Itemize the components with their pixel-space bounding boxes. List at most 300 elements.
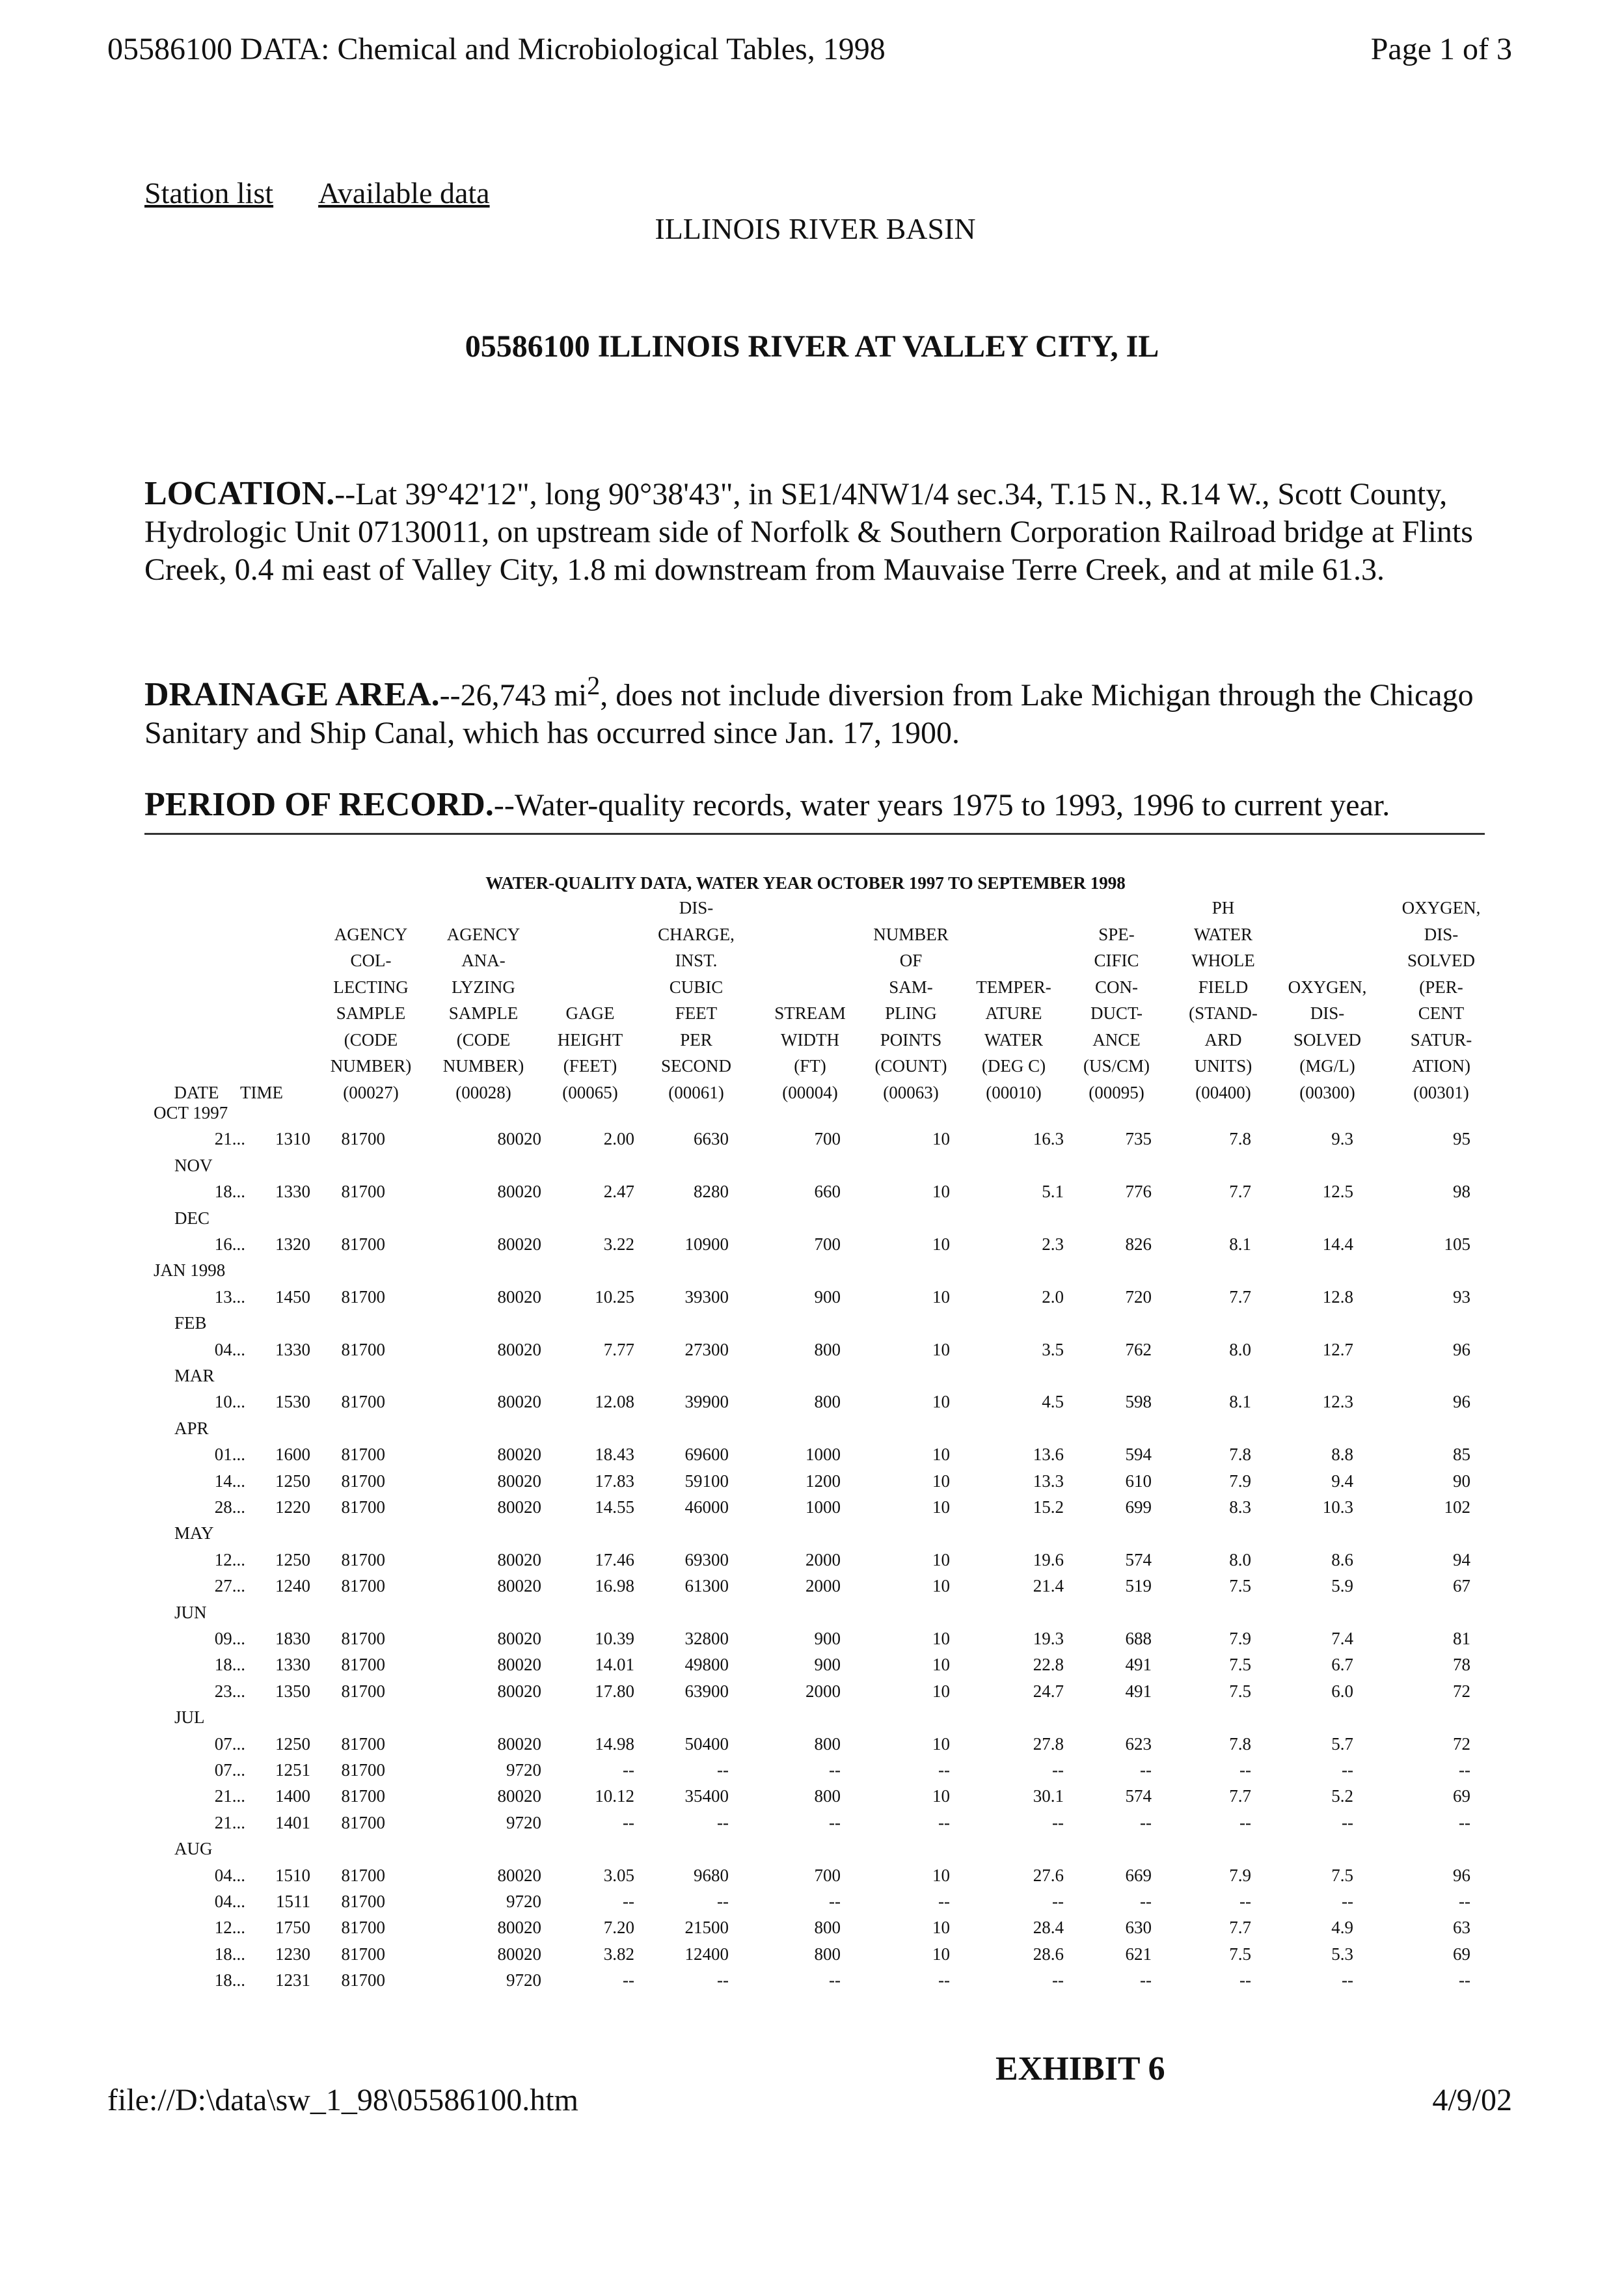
table-cell: 12.8 [1322, 1286, 1353, 1307]
table-cell: 28.6 [1033, 1944, 1064, 1964]
table-cell: -- [623, 1970, 634, 1990]
table-cell: 21.4 [1033, 1576, 1064, 1596]
table-cell: 8.1 [1229, 1392, 1251, 1412]
table-cell: 1510 [275, 1865, 310, 1885]
table-cell: 9720 [506, 1970, 541, 1990]
column-header: TIME [240, 1082, 283, 1102]
page-number: Page 1 of 3 [1370, 32, 1512, 66]
table-cell: 12.3 [1322, 1392, 1353, 1412]
table-cell: 800 [814, 1918, 841, 1938]
table-cell: 623 [1125, 1733, 1152, 1754]
table-cell: 27300 [684, 1339, 729, 1359]
table-cell: 1830 [275, 1629, 310, 1648]
location-label: LOCATION. [144, 475, 335, 512]
table-cell: 4.5 [1042, 1392, 1064, 1412]
table-cell: 1240 [275, 1576, 310, 1596]
table-cell: 59100 [684, 1471, 729, 1491]
table-cell: 81700 [341, 1392, 385, 1412]
table-cell: 10 [932, 1655, 950, 1675]
table-cell: 81700 [341, 1629, 385, 1648]
table-cell: 700 [814, 1234, 841, 1254]
table-cell: 81700 [341, 1970, 385, 1990]
station-list-link[interactable]: Station list [144, 176, 274, 210]
table-cell: 2000 [805, 1549, 841, 1569]
table-cell: 1251 [275, 1760, 310, 1780]
table-cell: 10.39 [595, 1629, 634, 1648]
table-cell: 7.7 [1229, 1918, 1251, 1938]
column-header: AGENCY COL- LECTING SAMPLE (CODE NUMBER) (00027) [330, 924, 412, 1102]
table-cell: 27... [214, 1576, 245, 1596]
table-cell: -- [1052, 1812, 1064, 1832]
table-cell: 7.5 [1229, 1944, 1251, 1964]
table-cell: 574 [1125, 1786, 1152, 1806]
table-cell: 4.9 [1331, 1918, 1353, 1938]
month-label: OCT 1997 [154, 1103, 228, 1122]
table-cell: 10900 [684, 1234, 729, 1254]
table-cell: 95 [1453, 1129, 1470, 1149]
table-cell: 10 [932, 1629, 950, 1648]
table-cell: 10 [932, 1129, 950, 1149]
table-cell: 10 [932, 1471, 950, 1491]
table-cell: 21500 [684, 1918, 729, 1938]
table-cell: 69300 [684, 1549, 729, 1569]
table-cell: 04... [214, 1865, 245, 1885]
table-cell: 5.9 [1331, 1576, 1353, 1596]
table-cell: 2.0 [1042, 1286, 1064, 1307]
table-cell: 10 [932, 1234, 950, 1254]
table-cell: 900 [814, 1629, 841, 1648]
table-cell: 1231 [275, 1970, 310, 1990]
table-cell: 669 [1125, 1865, 1152, 1885]
table-cell: 800 [814, 1733, 841, 1754]
table-cell: 1220 [275, 1497, 310, 1517]
table-cell: 80020 [497, 1549, 541, 1569]
table-cell: 7.7 [1229, 1286, 1251, 1307]
location-paragraph [144, 475, 1511, 589]
table-cell: 10 [932, 1549, 950, 1569]
table-cell: 7.5 [1229, 1655, 1251, 1675]
drainage-text-before: --26,743 mi [439, 678, 588, 713]
table-cell: 63900 [684, 1681, 729, 1701]
file-path: file://D:\data\sw_1_98\05586100.htm [107, 2083, 578, 2117]
table-cell: 1230 [275, 1944, 310, 1964]
table-cell: 7.5 [1229, 1681, 1251, 1701]
available-data-link[interactable]: Available data [318, 176, 490, 210]
table-cell: 900 [814, 1286, 841, 1307]
table-cell: 50400 [684, 1733, 729, 1754]
table-cell: 16.98 [595, 1576, 634, 1596]
table-cell: 10 [932, 1944, 950, 1964]
table-cell: 2.3 [1042, 1234, 1064, 1254]
table-cell: 6630 [694, 1129, 729, 1149]
table-cell: 96 [1453, 1339, 1470, 1359]
table-cell: 14.98 [595, 1733, 634, 1754]
table-cell: 688 [1125, 1629, 1152, 1648]
table-cell: 80020 [497, 1182, 541, 1202]
table-cell: 491 [1125, 1655, 1152, 1675]
table-cell: 12400 [684, 1944, 729, 1964]
table-cell: 3.05 [603, 1865, 634, 1885]
table-cell: 80020 [497, 1655, 541, 1675]
table-cell: 35400 [684, 1786, 729, 1806]
table-cell: 6.0 [1331, 1681, 1353, 1701]
table-cell: -- [829, 1970, 841, 1990]
table-cell: 17.83 [595, 1471, 634, 1491]
table-cell: 5.2 [1331, 1786, 1353, 1806]
table-cell: 69 [1453, 1944, 1470, 1964]
table-cell: 7.8 [1229, 1129, 1251, 1149]
table-cell: -- [829, 1812, 841, 1832]
table-cell: 17.46 [595, 1549, 634, 1569]
table-cell: -- [1052, 1970, 1064, 1990]
table-cell: 2000 [805, 1576, 841, 1596]
table-cell: -- [623, 1892, 634, 1911]
table-cell: 6.7 [1331, 1655, 1353, 1675]
table-cell: 69600 [684, 1445, 729, 1465]
month-label: JAN 1998 [154, 1260, 226, 1281]
table-cell: 8.6 [1331, 1549, 1353, 1569]
table-cell: 1000 [805, 1497, 841, 1517]
table-cell: 14.01 [595, 1655, 634, 1675]
table-cell: -- [1459, 1760, 1470, 1780]
station-title: 05586100 ILLINOIS RIVER AT VALLEY CITY, IL [465, 329, 1159, 364]
table-cell: 102 [1444, 1497, 1470, 1517]
table-cell: 7.4 [1331, 1629, 1353, 1648]
table-cell: 81700 [341, 1681, 385, 1701]
table-cell: 826 [1125, 1234, 1152, 1254]
divider [144, 833, 1485, 835]
column-header: OXYGEN, DIS- SOLVED (MG/L) (00300) [1288, 977, 1367, 1102]
column-header: SPE- CIFIC CON- DUCT- ANCE (US/CM) (00095) [1083, 924, 1150, 1102]
period-label: PERIOD OF RECORD. [144, 786, 494, 823]
table-cell: 900 [814, 1655, 841, 1675]
table-cell: 9720 [506, 1812, 541, 1832]
table-cell: 2.00 [603, 1129, 634, 1149]
table-cell: 776 [1125, 1182, 1152, 1202]
table-cell: -- [1052, 1760, 1064, 1780]
table-cell: 21... [214, 1129, 245, 1149]
table-cell: 09... [214, 1629, 245, 1648]
table-cell: 30.1 [1033, 1786, 1064, 1806]
table-cell: 10.3 [1322, 1497, 1353, 1517]
table-cell: 80020 [497, 1786, 541, 1806]
table-cell: 7.7 [1229, 1182, 1251, 1202]
period-text: --Water-quality records, water years 1975 to 1993, 1996 to current year. [493, 788, 1390, 822]
table-cell: -- [829, 1760, 841, 1780]
table-cell: 46000 [684, 1497, 729, 1517]
table-cell: 7.8 [1229, 1733, 1251, 1754]
table-cell: 491 [1125, 1681, 1152, 1701]
table-cell: 39900 [684, 1392, 729, 1412]
table-cell: 1330 [275, 1339, 310, 1359]
table-cell: 27.6 [1033, 1865, 1064, 1885]
column-header: DATE [174, 1082, 219, 1102]
table-cell: 28... [214, 1497, 245, 1517]
column-header: PH WATER WHOLE FIELD (STAND- ARD UNITS) (00400) [1189, 898, 1258, 1102]
table-cell: 700 [814, 1865, 841, 1885]
table-cell: 1350 [275, 1681, 310, 1701]
drainage-label: DRAINAGE AREA. [144, 676, 440, 713]
table-cell: 81700 [341, 1182, 385, 1202]
exhibit-label: EXHIBIT 6 [995, 2050, 1165, 2087]
table-cell: 800 [814, 1786, 841, 1806]
column-header: AGENCY ANA- LYZING SAMPLE (CODE NUMBER) (00028) [442, 924, 524, 1102]
table-cell: 2000 [805, 1681, 841, 1701]
table-cell: 9720 [506, 1892, 541, 1911]
table-cell: -- [938, 1970, 950, 1990]
table-cell: -- [1459, 1892, 1470, 1911]
table-cell: 610 [1125, 1471, 1152, 1491]
column-header: TEMPER- ATURE WATER (DEG C) (00010) [976, 977, 1051, 1102]
table-cell: 10 [932, 1497, 950, 1517]
table-cell: 7.7 [1229, 1786, 1251, 1806]
table-cell: 574 [1125, 1549, 1152, 1569]
table-cell: -- [1342, 1970, 1353, 1990]
month-label: APR [174, 1418, 209, 1438]
table-cell: 1330 [275, 1182, 310, 1202]
table-cell: 18... [214, 1970, 245, 1990]
table-cell: 10.25 [595, 1286, 634, 1307]
table-cell: 8.0 [1229, 1549, 1251, 1569]
table-cell: 21... [214, 1786, 245, 1806]
table-cell: 598 [1125, 1392, 1152, 1412]
table-cell: 3.5 [1042, 1339, 1064, 1359]
table-cell: 3.82 [603, 1944, 634, 1964]
table-cell: 7.9 [1229, 1629, 1251, 1648]
table-cell: 1000 [805, 1445, 841, 1465]
table-cell: 81700 [341, 1471, 385, 1491]
table-cell: 63 [1453, 1918, 1470, 1938]
table-cell: -- [1342, 1812, 1353, 1832]
table-cell: 7.20 [603, 1918, 634, 1938]
table-cell: 24.7 [1033, 1681, 1064, 1701]
table-cell: 10 [932, 1445, 950, 1465]
table-cell: 72 [1453, 1681, 1470, 1701]
drainage-text-after: , does not include diversion from Lake Michigan through the Chicago Sanitary and Ship Canal, which has occurred since Jan. 17, 1900. [144, 678, 1474, 750]
table-cell: 28.4 [1033, 1918, 1064, 1938]
table-cell: -- [938, 1812, 950, 1832]
table-cell: -- [623, 1760, 634, 1780]
table-cell: 81700 [341, 1655, 385, 1675]
table-cell: 12... [214, 1549, 245, 1569]
table-cell: 12.08 [595, 1392, 634, 1412]
table-cell: 800 [814, 1944, 841, 1964]
table-cell: 16... [214, 1234, 245, 1254]
table-cell: 12.5 [1322, 1182, 1353, 1202]
table-cell: 12.7 [1322, 1339, 1353, 1359]
table-cell: -- [1239, 1812, 1251, 1832]
table-cell: 9.3 [1331, 1129, 1353, 1149]
table-cell: 7.8 [1229, 1445, 1251, 1465]
table-cell: 80020 [497, 1497, 541, 1517]
table-cell: -- [1140, 1892, 1152, 1911]
table-cell: 93 [1453, 1286, 1470, 1307]
table-cell: 1250 [275, 1471, 310, 1491]
table-cell: 10 [932, 1865, 950, 1885]
table-cell: 8.3 [1229, 1497, 1251, 1517]
document-title: 05586100 DATA: Chemical and Microbiological Tables, 1998 [107, 32, 886, 66]
table-cell: 07... [214, 1733, 245, 1754]
table-cell: 1511 [276, 1892, 310, 1911]
table-cell: -- [1459, 1812, 1470, 1832]
column-header: OXYGEN, DIS- SOLVED (PER- CENT SATUR- ATION) (00301) [1401, 898, 1481, 1102]
table-cell: 7.5 [1331, 1865, 1353, 1885]
table-cell: 720 [1125, 1286, 1152, 1307]
table-cell: -- [717, 1812, 729, 1832]
table-cell: 7.77 [603, 1339, 634, 1359]
month-label: NOV [174, 1155, 213, 1175]
table-cell: -- [1140, 1812, 1152, 1832]
table-cell: 98 [1453, 1182, 1470, 1202]
month-label: AUG [174, 1839, 213, 1859]
table-cell: 800 [814, 1392, 841, 1412]
table-cell: 660 [814, 1182, 841, 1202]
table-cell: 04... [214, 1339, 245, 1359]
table-cell: 1250 [275, 1733, 310, 1754]
table-cell: -- [1342, 1760, 1353, 1780]
table-cell: 3.22 [603, 1234, 634, 1254]
table-cell: 80020 [497, 1234, 541, 1254]
table-cell: 96 [1453, 1392, 1470, 1412]
table-cell: 1401 [275, 1812, 310, 1832]
table-cell: 07... [214, 1760, 245, 1780]
table-cell: 85 [1453, 1445, 1470, 1465]
table-cell: 8280 [694, 1182, 729, 1202]
table-cell: 23... [214, 1681, 245, 1701]
table-cell: 15.2 [1033, 1497, 1064, 1517]
drainage-superscript: 2 [587, 671, 601, 700]
table-cell: 81700 [341, 1733, 385, 1754]
table-cell: -- [1342, 1892, 1353, 1911]
table-cell: -- [1140, 1970, 1152, 1990]
table-cell: 80020 [497, 1918, 541, 1938]
table-cell: 80020 [497, 1681, 541, 1701]
table-cell: 1310 [275, 1129, 310, 1149]
table-cell: -- [1239, 1892, 1251, 1911]
table-cell: 80020 [497, 1865, 541, 1885]
table-cell: 699 [1125, 1497, 1152, 1517]
table-cell: 621 [1125, 1944, 1152, 1964]
table-cell: 81700 [341, 1892, 385, 1911]
table-cell: 81700 [341, 1234, 385, 1254]
table-cell: 105 [1444, 1234, 1470, 1254]
table-cell: 1330 [275, 1655, 310, 1675]
table-cell: 61300 [684, 1576, 729, 1596]
table-cell: 80020 [497, 1629, 541, 1648]
table-cell: 19.3 [1033, 1629, 1064, 1648]
table-cell: 762 [1125, 1339, 1152, 1359]
table-cell: 700 [814, 1129, 841, 1149]
table-cell: 1450 [275, 1286, 310, 1307]
table-cell: 10 [932, 1182, 950, 1202]
table-cell: 81700 [341, 1286, 385, 1307]
table-cell: 32800 [684, 1629, 729, 1648]
table-cell: 1750 [275, 1918, 310, 1938]
table-cell: -- [938, 1892, 950, 1911]
table-cell: 81700 [341, 1445, 385, 1465]
table-cell: 2.47 [603, 1182, 634, 1202]
table-cell: -- [1239, 1760, 1251, 1780]
table-cell: 800 [814, 1339, 841, 1359]
table-cell: 81700 [341, 1576, 385, 1596]
table-cell: 80020 [497, 1286, 541, 1307]
table-cell: -- [717, 1892, 729, 1911]
table-cell: 80020 [497, 1471, 541, 1491]
table-cell: 9680 [694, 1865, 729, 1885]
table-cell: 594 [1125, 1445, 1152, 1465]
table-cell: 1400 [275, 1786, 310, 1806]
table-cell: 04... [214, 1892, 245, 1911]
table-cell: -- [1239, 1970, 1251, 1990]
table-cell: -- [938, 1760, 950, 1780]
table-cell: 7.9 [1229, 1471, 1251, 1491]
table-cell: 81700 [341, 1129, 385, 1149]
table-cell: 94 [1453, 1549, 1470, 1569]
table-cell: 18... [214, 1944, 245, 1964]
table-cell: 19.6 [1033, 1549, 1064, 1569]
table-cell: 18.43 [595, 1445, 634, 1465]
table-cell: 81700 [341, 1812, 385, 1832]
month-label: MAY [174, 1523, 214, 1543]
table-cell: 1320 [275, 1234, 310, 1254]
table-cell: -- [829, 1892, 841, 1911]
table-cell: 10... [214, 1392, 245, 1412]
table-cell: 13.6 [1033, 1445, 1064, 1465]
table-cell: 96 [1453, 1865, 1470, 1885]
month-label: DEC [174, 1208, 210, 1228]
table-cell: 12... [214, 1918, 245, 1938]
table-cell: 18... [214, 1182, 245, 1202]
table-cell: 81 [1453, 1629, 1470, 1648]
table-cell: 81700 [341, 1944, 385, 1964]
table-cell: 1250 [275, 1549, 310, 1569]
table-cell: 8.1 [1229, 1234, 1251, 1254]
table-cell: 80020 [497, 1944, 541, 1964]
table-cell: 78 [1453, 1655, 1470, 1675]
table-cell: 10 [932, 1286, 950, 1307]
table-cell: 27.8 [1033, 1733, 1064, 1754]
table-cell: -- [623, 1812, 634, 1832]
table-cell: 7.5 [1229, 1576, 1251, 1596]
table-cell: 10 [932, 1681, 950, 1701]
table-cell: 16.3 [1033, 1129, 1064, 1149]
table-cell: 72 [1453, 1733, 1470, 1754]
table-cell: 1530 [275, 1392, 310, 1412]
table-cell: 80020 [497, 1733, 541, 1754]
table-cell: 81700 [341, 1760, 385, 1780]
table-cell: 735 [1125, 1129, 1152, 1149]
table-cell: 10 [932, 1576, 950, 1596]
column-header: NUMBER OF SAM- PLING POINTS (COUNT) (00063) [873, 924, 949, 1102]
print-date: 4/9/02 [1432, 2083, 1512, 2117]
table-cell: 10 [932, 1392, 950, 1412]
table-cell: -- [1052, 1892, 1064, 1911]
table-cell: 80020 [497, 1576, 541, 1596]
table-cell: 14... [214, 1471, 245, 1491]
table-cell: 18... [214, 1655, 245, 1675]
table-cell: 5.1 [1042, 1182, 1064, 1202]
table-cell: 81700 [341, 1786, 385, 1806]
table-cell: 14.4 [1322, 1234, 1353, 1254]
location-text: --Lat 39°42'12", long 90°38'43", in SE1/4NW1/4 sec.34, T.15 N., R.14 W., Scott County, Hydrologic Unit 07130011, on upstream side of Norfolk & Southern Corporation Railroad bridge at Flints Creek, 0.4 mi east of Valley City, 1.8 mi downstream from Mauvaise Terre Creek, and at mile 61.3. [144, 477, 1473, 587]
table-cell: 81700 [341, 1549, 385, 1569]
table-cell: 14.55 [595, 1497, 634, 1517]
drainage-paragraph [144, 667, 1511, 752]
table-cell: 22.8 [1033, 1655, 1064, 1675]
table-cell: 01... [214, 1445, 245, 1465]
table-cell: 67 [1453, 1576, 1470, 1596]
table-cell: -- [1140, 1760, 1152, 1780]
